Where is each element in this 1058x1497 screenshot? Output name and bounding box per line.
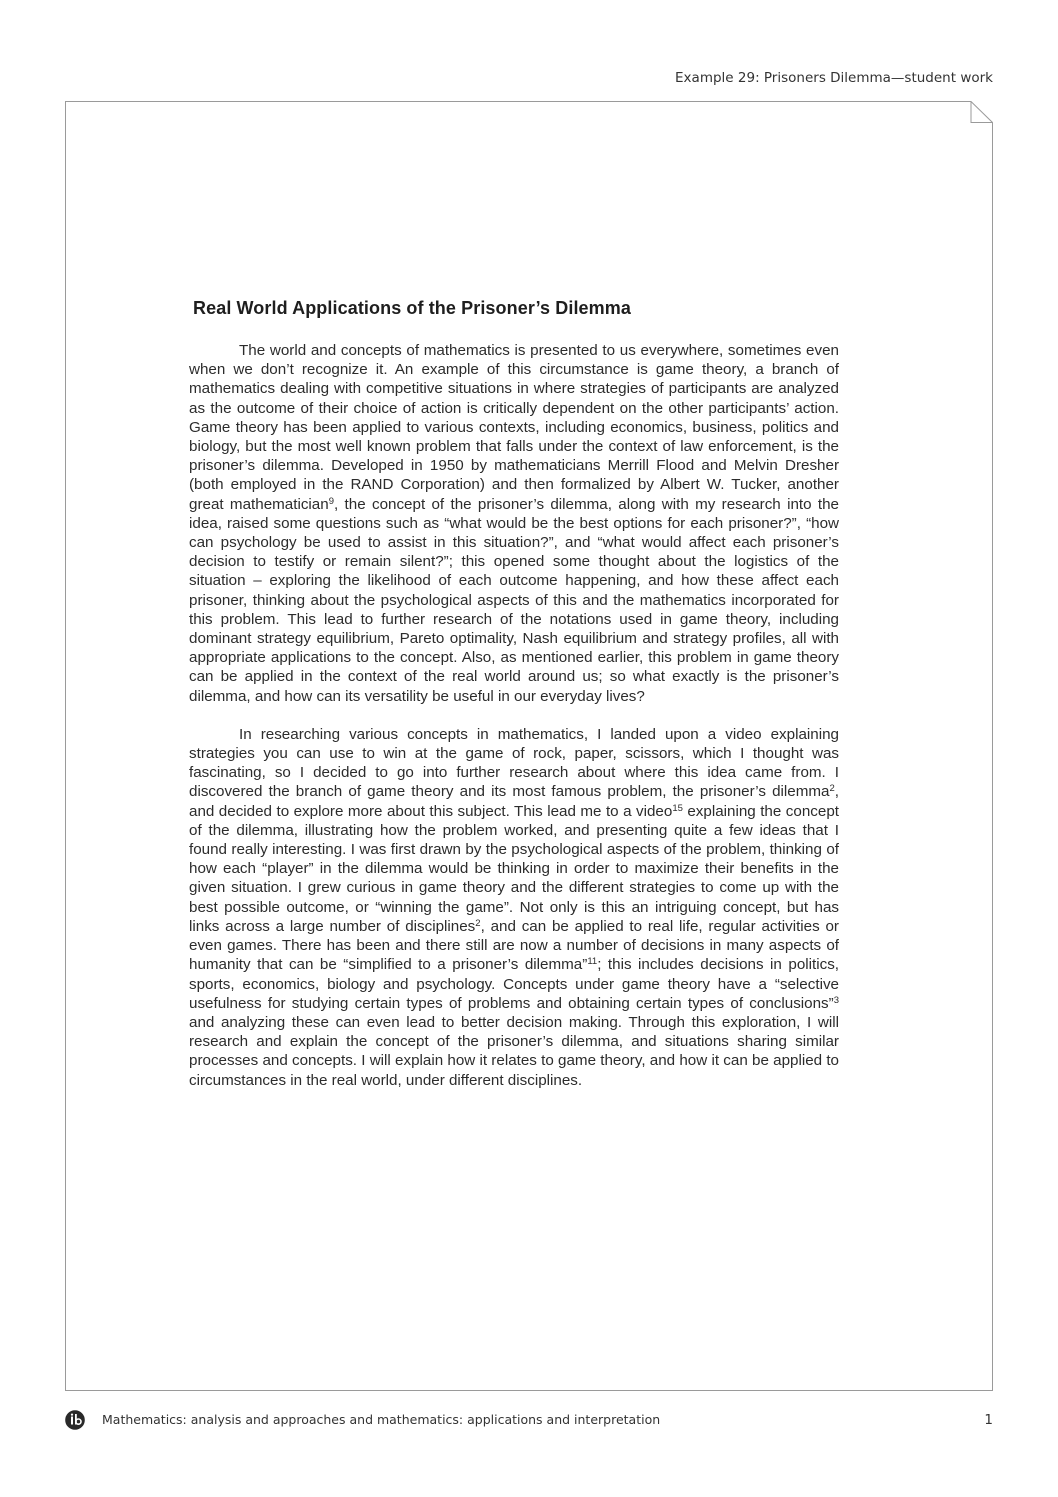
footnote-ref: 9 <box>328 495 334 507</box>
footnote-ref: 2 <box>829 783 835 795</box>
footnote-ref: 3 <box>833 994 839 1006</box>
footnote-ref: 15 <box>672 802 683 814</box>
essay-paragraph-1 <box>189 341 839 706</box>
footer-title: Mathematics: analysis and approaches and mathematics: applications and interpretation <box>102 1412 661 1427</box>
paragraph-2-text: explaining the concept of the dilemma, illustrating how the problem worked, and presenting quite a few ideas that I found really interesting. I was first drawn by the psychological aspects of the problem, thinking of how each “player” in the dilemma would be thinking in order to maximize their benefits in the given situation. I grew curious in game theory and the different strategies to come up with the best possible outcome, or “winning the game”. Not only is this an intriguing concept, but has links across a large number of disciplines <box>189 802 839 935</box>
paragraph-2-text: and analyzing these can even lead to better decision making. Through this exploration, I will research and explain the concept of the prisoner’s dilemma, and situations sharing similar processes and concepts. I will explain how it relates to game theory, and how it can be applied to circumstances in the real world, under different disciplines. <box>189 1013 839 1089</box>
page-number: 1 <box>984 1412 993 1428</box>
footnote-ref: 11 <box>587 956 598 968</box>
page-footer <box>65 1410 993 1434</box>
essay-paragraph-2 <box>189 725 839 1090</box>
paragraph-2-text: , and can be applied to real life, regular activities or even games. There has been and there still are now a number of decisions in many aspects of humanity that can be “simplified to a prisoner’s dilemma” <box>189 917 839 974</box>
paragraph-2-text: In researching various concepts in mathematics, I landed upon a video explaining strategies you can use to win at the game of rock, paper, scissors, which I thought was fascinating, so I decided to go into further research about where this idea came from. I discovered the branch of game theory and its most famous problem, the prisoner’s dilemma <box>189 725 839 801</box>
paragraph-2-text: ; this includes decisions in politics, sports, economics, biology and psychology. Concepts under game theory have a “selective usefulness for studying certain types of problems and obtaining certain types of conclusions” <box>189 956 840 1012</box>
essay-title: Real World Applications of the Prisoner’s Dilemma <box>193 298 631 318</box>
paragraph-1-text: The world and concepts of mathematics is presented to us everywhere, sometimes even when we don’t recognize it. An example of this circumstance is game theory, a branch of mathematics dealing with competitive situations in where strategies of participants are analyzed as the outcome of their choice of action is critically dependent on the other participants’ action. Game theory has been applied to various contexts, including economics, business, politics and biology, but the most well known problem that falls under the context of law enforcement, is the prisoner’s dilemma. Developed in 1950 by mathematicians Merrill Flood and Melvin Dresher (both employed in the RAND Corporation) and then formalized by Albert W. Tucker, another great mathematician <box>189 342 839 513</box>
header-caption: Example 29: Prisoners Dilemma—student work <box>675 70 993 86</box>
essay <box>189 298 839 1090</box>
paragraph-2-text: , and decided to explore more about this subject. This lead me to a video <box>189 783 839 820</box>
footnote-ref: 2 <box>475 917 481 929</box>
ib-logo-icon <box>65 1410 85 1430</box>
paragraph-1-text: , the concept of the prisoner’s dilemma, along with my research into the idea, raised some questions such as “what would be the best options for each prisoner?”, “how can psychology be used to assist in this situation?”, and “what would affect each prisoner’s decision to testify or remain silent?”; this opened some thought about the logistics of the situation – exploring the likelihood of each outcome happening, and how these affect each prisoner, thinking about the psychological aspects of this and the mathematics incorporated for this problem. This lead to further research of the notations used in game theory, including dominant strategy equilibrium, Pareto optimality, Nash equilibrium and strategy profiles, all with appropriate applications to the concept. Also, as mentioned earlier, this problem in game theory can be applied in the context of the real world around us; so what exactly is the prisoner’s dilemma, and how can its versatility be useful in our everyday lives? <box>189 495 839 705</box>
